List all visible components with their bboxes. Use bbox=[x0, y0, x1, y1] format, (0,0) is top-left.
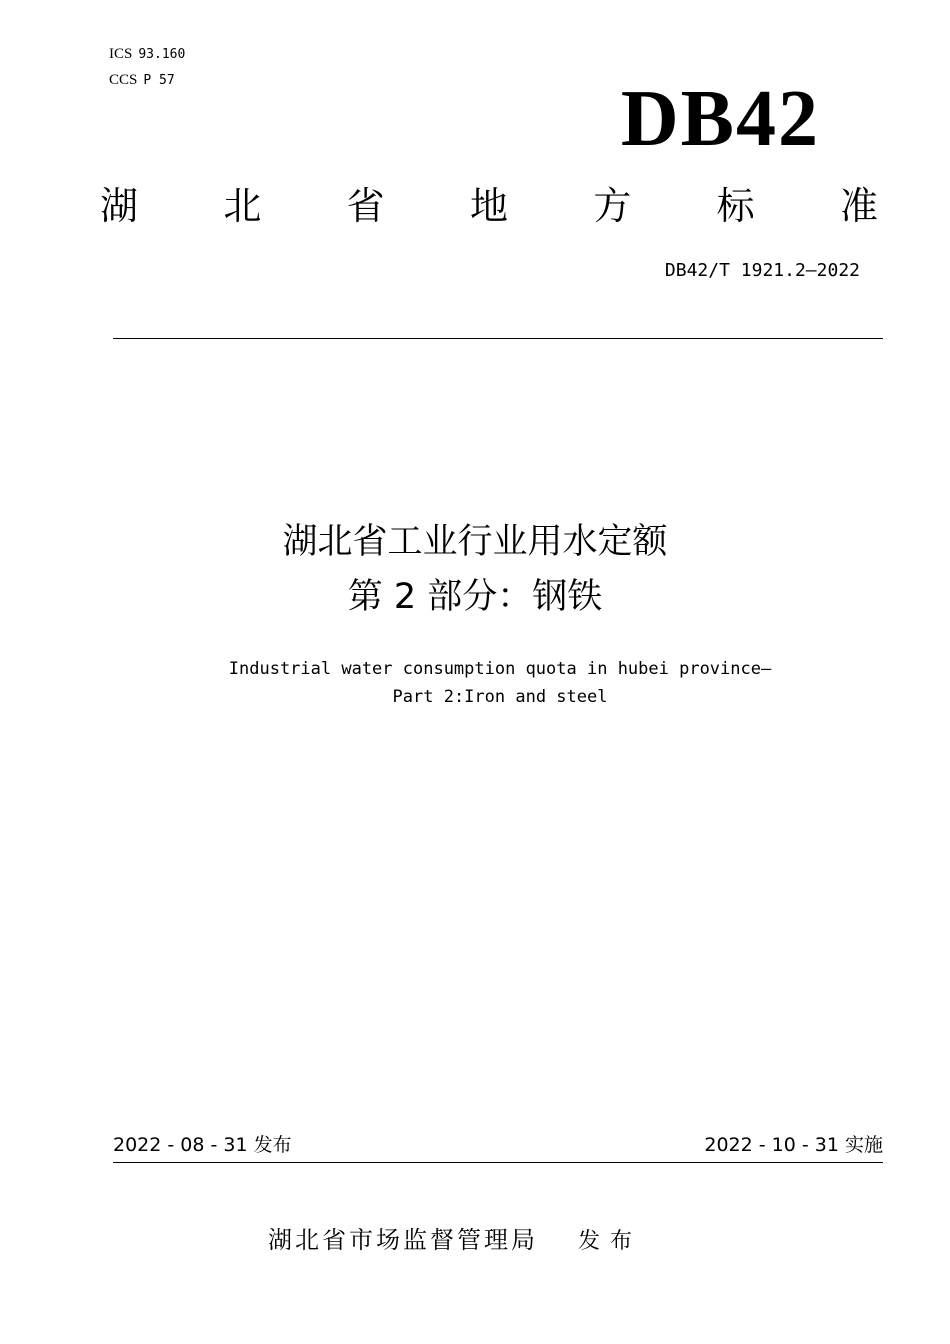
top-divider bbox=[113, 338, 883, 339]
implementation-date: 2022 - 10 - 31 实施 bbox=[704, 1134, 883, 1156]
ccs-classification bbox=[109, 71, 175, 90]
title-english-main: Industrial water consumption quota in hubei province— bbox=[228, 659, 772, 679]
title-chinese-main: 湖北省工业行业用水定额 bbox=[282, 522, 668, 562]
standard-type-char: 准 bbox=[839, 184, 878, 228]
ics-label: ICS bbox=[109, 46, 133, 62]
ccs-label: CCS bbox=[109, 72, 138, 88]
ics-classification bbox=[109, 45, 185, 64]
standard-number: DB42/T 1921.2—2022 bbox=[664, 260, 860, 281]
standard-type-char: 标 bbox=[716, 184, 755, 228]
standard-type-char: 地 bbox=[469, 184, 508, 228]
standard-type-heading bbox=[100, 180, 878, 232]
bottom-divider bbox=[113, 1162, 883, 1163]
standard-type-char: 北 bbox=[223, 184, 262, 228]
title-english-part: Part 2:Iron and steel bbox=[392, 687, 608, 707]
ccs-value: P 57 bbox=[143, 73, 175, 88]
standard-code-mark: DB42 bbox=[620, 75, 820, 163]
issuer-line bbox=[268, 1223, 642, 1259]
standard-type-char: 方 bbox=[593, 184, 632, 228]
issuer-name: 湖北省市场监督管理局 bbox=[268, 1226, 538, 1254]
issue-date: 2022 - 08 - 31 发布 bbox=[113, 1134, 292, 1156]
standard-type-char: 湖 bbox=[100, 184, 139, 228]
issuer-action: 发布 bbox=[578, 1229, 643, 1254]
title-chinese-part: 第 2 部分：钢铁 bbox=[347, 577, 603, 617]
standard-type-char: 省 bbox=[346, 184, 385, 228]
ics-value: 93.160 bbox=[138, 47, 186, 62]
